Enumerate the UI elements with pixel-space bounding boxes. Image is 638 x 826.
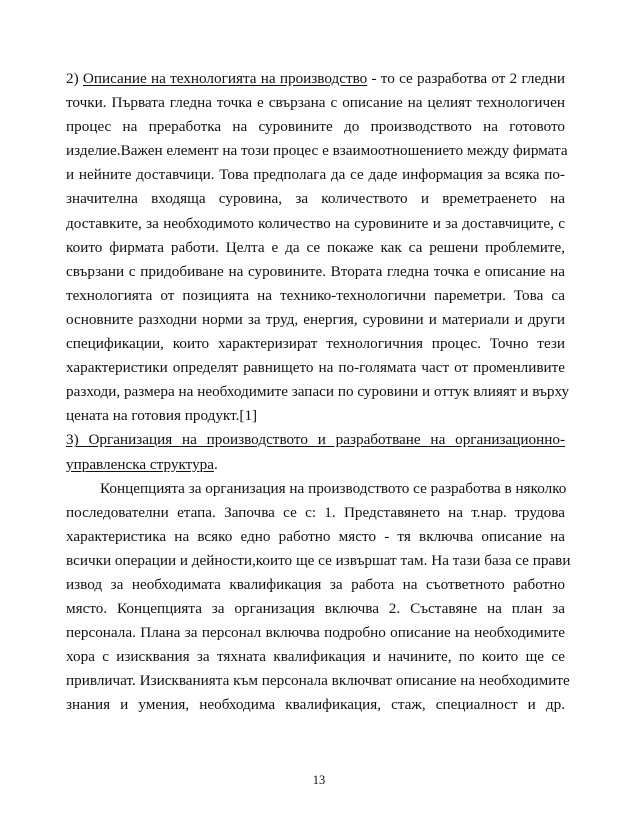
section-3-title-line-1: Организация на производството и разработване на организационно- bbox=[88, 431, 566, 449]
text-line: характеристики определят равнището на по-голямата част от променливите bbox=[66, 359, 565, 377]
text-line: спецификации, които характеризират технологичния процес. Точно тези bbox=[66, 335, 565, 353]
page-number: 13 bbox=[312, 773, 326, 787]
text-line: точки. Първата гледна точка е свързана с описание на целият технологичен bbox=[66, 94, 565, 112]
text-line: знания и умения, необходима квалификация, стаж, специалност и др. bbox=[66, 696, 565, 714]
section-3-number: 3) bbox=[66, 431, 79, 449]
section-3-title-end: . bbox=[214, 455, 218, 473]
section-3-title-part-1 bbox=[66, 431, 565, 448]
page-body bbox=[66, 67, 571, 718]
text-line: технологията от позицията на технико-технологични пареметри. Това са bbox=[66, 286, 565, 304]
section-2-number: 2) bbox=[66, 70, 79, 87]
text-line: Концепцията за организация на производството се разработва в няколко bbox=[100, 479, 567, 497]
section-2-heading-line bbox=[66, 67, 565, 91]
text-line: всички операции и дейности,които ще се извършат там. На тази база се прави bbox=[66, 551, 571, 569]
text-line: последователни етапа. Започва се с: 1. Представянето на т.нар. трудова bbox=[66, 503, 565, 521]
text-line: и нейните доставчици. Това предполага да се даде информация за всяка по- bbox=[66, 166, 565, 184]
text-line: свързани с придобиване на суровините. Втората гледна точка е описание на bbox=[66, 262, 565, 280]
text-line: които фирмата работи. Целта е да се покаже как са решени проблемите, bbox=[66, 238, 565, 256]
text-line: доставките, за необходимото количество на суровините и за доставчиците, с bbox=[66, 214, 565, 232]
section-3-paragraph bbox=[66, 477, 571, 718]
text-line: привличат. Изискванията към персонала включват описание на необходимите bbox=[66, 672, 570, 690]
section-3-heading-line-2 bbox=[66, 453, 565, 477]
text-line: хора с изисквания за тяхната квалификация и начините, по които ще се bbox=[66, 648, 565, 666]
text-line: разходи, размера на необходимите запаси по суровини и оттук влияят и върху bbox=[66, 383, 570, 401]
text-line: изделие.Важен елемент на този процес е взаимоотношението между фирмата bbox=[66, 142, 568, 160]
section-2-title: Описание на технологията на производство bbox=[82, 70, 368, 87]
section-3-title-line-2: управленска структура bbox=[66, 455, 214, 473]
text-line: значителна входяща суровина, за количеството и времетраенето на bbox=[66, 190, 565, 208]
section-3-heading-line-1 bbox=[66, 428, 565, 452]
section-2-intro-rest: - то се разработва от 2 гледни bbox=[367, 70, 566, 87]
text-line: извод за необходимата квалификация за работа на съответното работно bbox=[66, 575, 565, 593]
text-line: цената на готовия продукт.[1] bbox=[66, 407, 258, 425]
text-line: основните разходни норми за труд, енергия, суровини и материали и други bbox=[66, 310, 565, 328]
text-line: процес на преработка на суровините до производството на готовото bbox=[66, 118, 565, 136]
section-2-paragraph bbox=[66, 91, 570, 428]
text-line: характеристика на всяко едно работно място - тя включва описание на bbox=[66, 527, 565, 545]
text-line: персонала. Плана за персонал включва подробно описание на необходимите bbox=[66, 624, 565, 642]
text-line: място. Концепцията за организация включва 2. Съставяне на план за bbox=[66, 600, 565, 618]
